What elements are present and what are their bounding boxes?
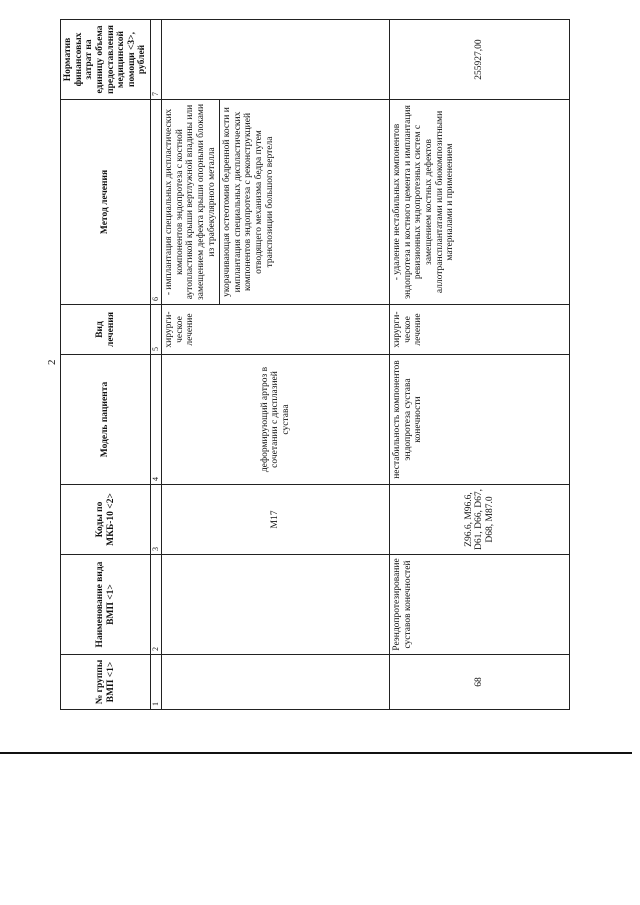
cell-codes: Z96.6, М96.6, D61, D66, D67, D68, М87.0 <box>390 485 570 555</box>
page-number: 2 <box>46 359 58 365</box>
cell-model: нестабильность компонентов эндопротеза сустава конечности <box>390 355 570 485</box>
method-option: укорачивающая остеотомия бедренной кости и имплантация специальных диспластических компонентов эндопротеза с реконструкцией отводящего механизма бедра путем транспозиции большого вертела <box>219 100 277 304</box>
header-cost: Норматив финансовых затрат на единицу объема предоставления медицинской помощи <3>, рублей <box>61 20 151 100</box>
column-number: 5 <box>151 305 162 355</box>
table-row <box>390 20 570 710</box>
column-number: 3 <box>151 485 162 555</box>
cell-group <box>162 655 390 710</box>
method-option: - имплантация специальных диспластических компонентов эндопротеза с костной аутопластикой крыши вертлужной впадины или замещением дефекта крыши опорными блоками из трабекулярного металла <box>164 103 217 301</box>
cell-treatment: хирурги-ческое лечение <box>162 305 390 355</box>
cell-cost: 255927,00 <box>390 20 570 100</box>
cell-group: 68 <box>390 655 570 710</box>
column-number-row <box>151 20 162 710</box>
header-treatment: Вид лечения <box>61 305 151 355</box>
table-row <box>162 20 390 710</box>
cell-model: деформирующий артроз в сочетании с дисплазией сустава <box>162 355 390 485</box>
cell-name: Реэндопротезирование суставов конечностей <box>390 555 570 655</box>
header-name: Наименование вида ВМП <1> <box>61 555 151 655</box>
rotated-table <box>60 20 570 710</box>
cell-method <box>162 100 390 305</box>
header-codes: Коды по МКБ-10 <2> <box>61 485 151 555</box>
cell-treatment: хирурги-ческое лечение <box>390 305 570 355</box>
column-number: 1 <box>151 655 162 710</box>
cell-codes: М17 <box>162 485 390 555</box>
table-container <box>60 20 570 710</box>
header-method: Метод лечения <box>61 100 151 305</box>
cell-method: - удаление нестабильных компонентов эндопротеза и костного цемента и имплантация ревизионных эндопротезных систем с замещением костных дефектов аллотрансплантатами или биокомпозитными материалами и применением <box>390 100 570 305</box>
column-number: 6 <box>151 100 162 305</box>
header-group: № группы ВМП <1> <box>61 655 151 710</box>
column-number: 7 <box>151 20 162 100</box>
header-row <box>61 20 151 710</box>
column-number: 4 <box>151 355 162 485</box>
cell-name <box>162 555 390 655</box>
page-divider <box>0 752 632 754</box>
cell-cost <box>162 20 390 100</box>
column-number: 2 <box>151 555 162 655</box>
header-model: Модель пациента <box>61 355 151 485</box>
vmp-table <box>60 19 570 710</box>
